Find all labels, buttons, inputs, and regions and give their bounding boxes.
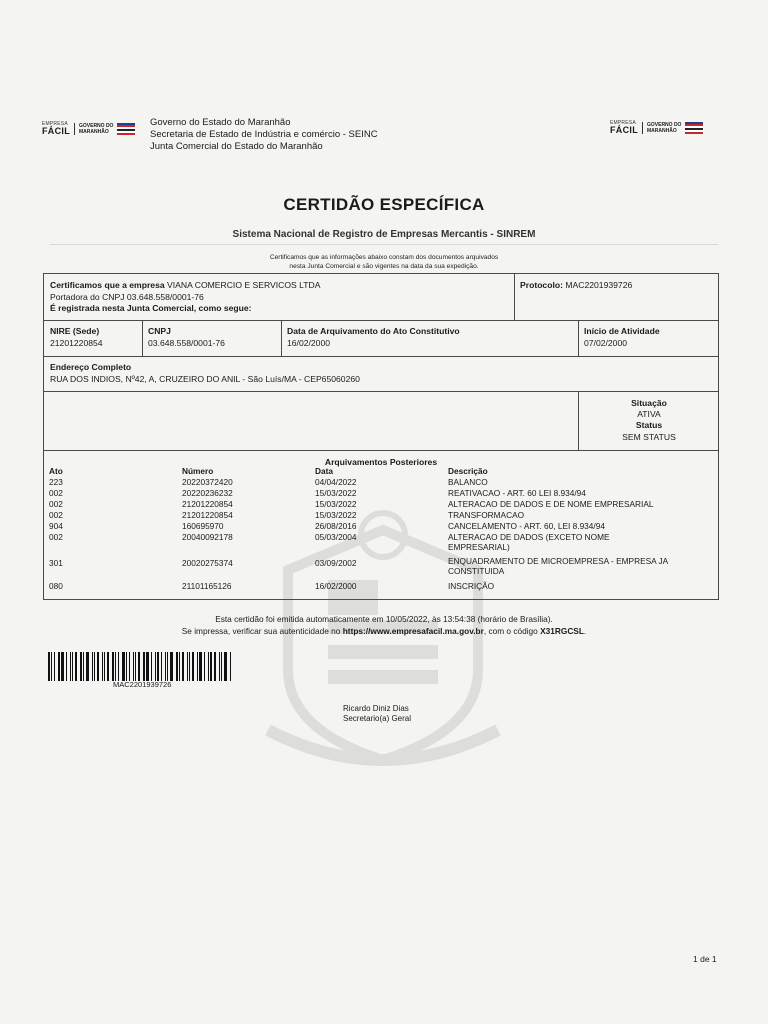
situacao-label: Situação [631,398,667,408]
inicio-label: Início de Atividade [584,326,660,336]
inicio-value: 07/02/2000 [584,338,628,348]
nire-value: 21201220854 [50,338,103,348]
header-line-government: Governo do Estado do Maranhão [150,117,291,128]
header-institution [150,117,378,153]
cnpj-label: CNPJ [148,326,171,336]
page-number: 1 de 1 [693,954,717,964]
verification-notice: Se impressa, verificar sua autenticidade no https://www.empresafacil.ma.gov.br, com o código X31RGCSL. [181,626,587,636]
barcode [48,652,232,681]
signer-name: Ricardo Diniz Dias [343,704,409,713]
status-value: SEM STATUS [622,432,676,442]
col-descricao: Descrição [448,466,488,476]
company-line: Certificamos que a empresa VIANA COMERCIO E SERVICOS LTDA [50,280,321,290]
verification-code: X31RGCSL [540,626,584,636]
arquivamentos-box [43,450,719,600]
company-holder: Portadora do CNPJ 03.648.558/0001-76 [50,292,204,302]
col-ato: Ato [49,466,63,476]
barcode-text: MAC2201939726 [113,680,172,689]
address-label: Endereço Completo [50,362,132,372]
col-numero: Número [182,466,214,476]
cnpj-value: 03.648.558/0001-76 [148,338,225,348]
empresa-facil-logo-left: EMPRESA FÁCIL GOVERNO DO MARANHÃO [42,122,135,136]
certification-note: Certificamos que as informações abaixo constam dos documentos arquivados nesta Junta Comercial e são vigentes na data da sua expedição. [269,254,499,270]
document-subtitle: Sistema Nacional de Registro de Empresas Mercantis - SINREM [232,229,536,240]
protocol-number: MAC2201939726 [565,280,633,290]
empresa-facil-logo-right: EMPRESA FÁCIL GOVERNO DO MARANHÃO [610,121,703,135]
verification-link[interactable]: https://www.empresafacil.ma.gov.br [342,626,484,636]
arquivamento-label: Data de Arquivamento do Ato Constitutivo [287,326,460,336]
signer-role: Secretario(a) Geral [343,714,412,723]
arquivamento-value: 16/02/2000 [287,338,331,348]
company-registered: É registrada nesta Junta Comercial, como segue: [50,303,252,313]
certificate-page: EMPRESA FÁCIL GOVERNO DO MARANHÃO Governo do Estado do Maranhão Secretaria de Estado de Indústria e comércio - SEINC Junta Comercial do Estado do Maranhão EMPRESA FÁCIL GOVERNO DO MARANHÃO CERTIDÃO ESPECÍFICA Sistema Nacional de Registro de Empresas Mercantis - SINREM Certificamos que as informações abaixo constam dos documentos arquivados nesta Junta Comercial e são vigentes na data da sua expedição. Certificamos que a empresa VIANA COMERCIO E SERVICOS LTDA Portadora do CNPJ 03.648.558/0001-76 É registrada nesta Junta Comercial, como segue: Protocolo: MAC2201939726 NIRE (Sede) 21201220854 CNPJ 03.648.558/0001-76 Data de Arquivamento do Ato Constitutivo 16/02/2000 Início de Atividade 07/02/2000 Endereço Completo RUA DOS INDIOS, Nº42, A, CRUZEIRO DO ANIL - São Luís/MA - CEP65060260 Situação ATIVA Status SEM STATUS Arquivamentos Posteriores Ato Número Data Descrição 223 20220372420 04/04/2022 BALANCO 002 20220236232 15/03/2022 REATIVACAO - ART. 60 LEI 8.934/94 002 21201220854 15/03/2022 ALTERACAO DE DADOS E DE NOME EMPRESARIAL 002 21201220854 15/03/2022 TRANSFORMACAO 904 160695970 26/08/2016 CANCELAMENTO - ART. 60, LEI 8.934/94 002 20040092178 05/03/2004 ALTERACAO DE DADOS (EXCETO NOME EMPRESARIAL) 301 20020275374 03/09/2002 ENQUADRAMENTO DE MICROEMPRESA - EMPRESA JA CONSTITUIDA 080 21101165126 16/02/2000 INSCRIÇÃO Esta certidão foi emitida automaticamente em 10/05/2022, às 13:54:38 (horário de Brasília). Se impressa, verificar sua autenticidade no https://www.empresafacil.ma.gov.br, com o código X31RGCSL. MAC2201939726 Ricardo Diniz Dias Secretario(a) Geral 1 de 1 [0,0,768,1024]
maranhao-flag-icon [685,122,703,134]
issue-notice: Esta certidão foi emitida automaticamente em 10/05/2022, às 13:54:38 (horário de Brasília). [215,614,553,624]
nire-label: NIRE (Sede) [50,326,100,336]
protocol: Protocolo: MAC2201939726 [520,280,633,290]
col-data: Data [315,466,333,476]
maranhao-flag-icon [117,123,135,135]
company-name: VIANA COMERCIO E SERVICOS LTDA [167,280,321,290]
situacao-value: ATIVA [637,409,661,419]
document-title: CERTIDÃO ESPECÍFICA [283,195,485,214]
status-label: Status [635,420,663,430]
subtitle-divider [50,244,718,245]
header-line-junta: Junta Comercial do Estado do Maranhão [150,141,323,152]
address-value: RUA DOS INDIOS, Nº42, A, CRUZEIRO DO ANIL - São Luís/MA - CEP65060260 [50,374,360,384]
header-line-secretariat: Secretaria de Estado de Indústria e comércio - SEINC [150,129,378,140]
arquivamentos-title: Arquivamentos Posteriores [324,457,438,467]
